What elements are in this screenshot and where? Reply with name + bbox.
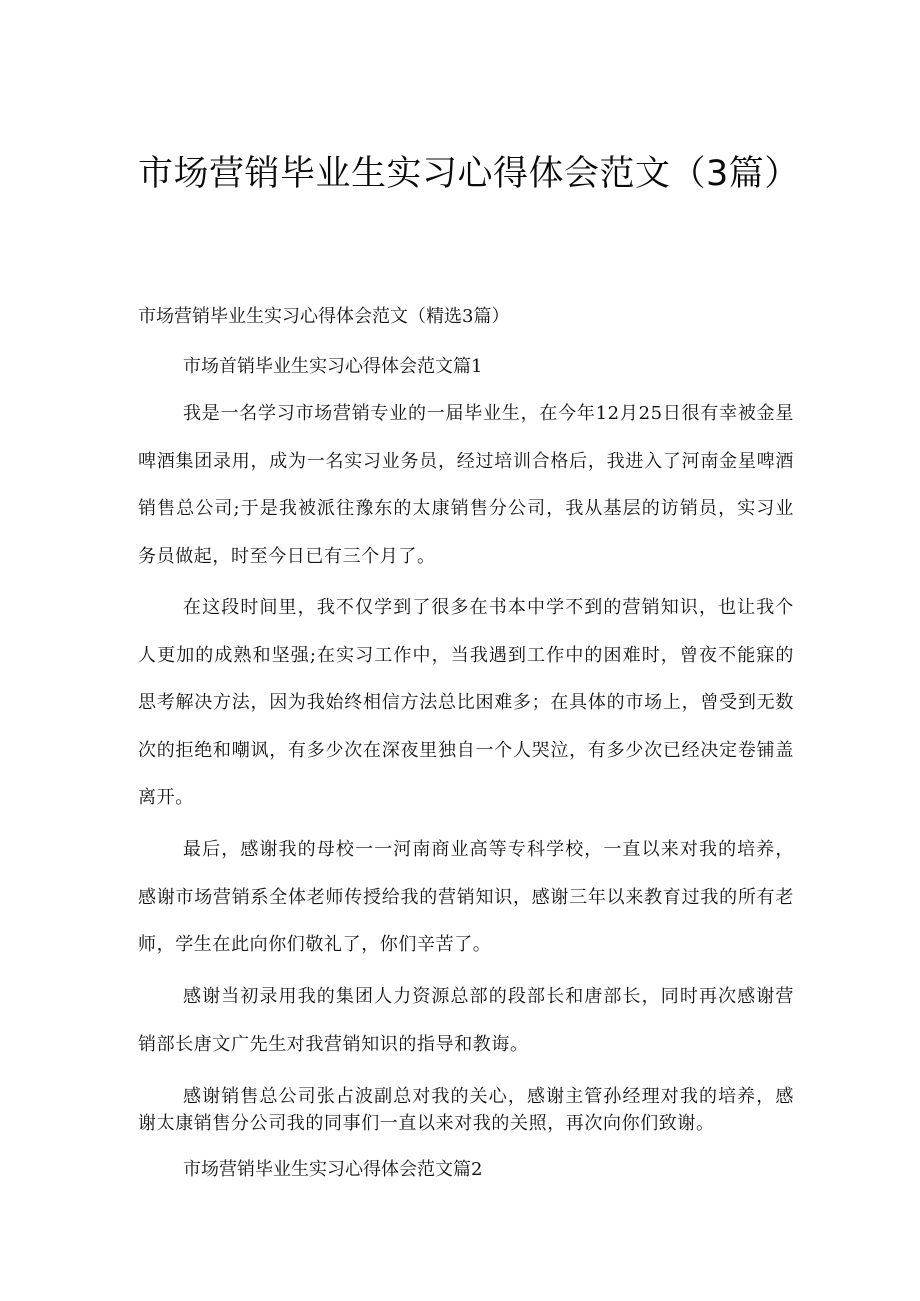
paragraph-3: 最后，感谢我的母校一一河南商业高等专科学校，一直以来对我的培养，感谢市场营销系全体老师传授给我的营销知识，感谢三年以来教育过我的所有老师，学生在此向你们敬礼了，你们辛苦了。 bbox=[138, 839, 794, 955]
section-heading-1: 市场首销毕业生实习心得体会范文篇1 bbox=[183, 356, 483, 377]
paragraph-4: 感谢当初录用我的集团人力资源总部的段部长和唐部长，同时再次感谢营销部长唐文广先生对我营销知识的指导和教诲。 bbox=[138, 986, 794, 1055]
paragraph-5: 感谢销售总公司张占波副总对我的关心，感谢主管孙经理对我的培养，感谢太康销售分公司我的同事们一直以来对我的关照，再次向你们致谢。 bbox=[138, 1086, 794, 1134]
section-heading-2: 市场营销毕业生实习心得体会范文篇2 bbox=[183, 1159, 483, 1180]
document-title: 市场营销毕业生实习心得体会范文（3篇） bbox=[138, 154, 800, 194]
paragraph-2: 在这段时间里，我不仅学到了很多在书本中学不到的营销知识，也让我个人更加的成熟和坚强;在实习工作中，当我遇到工作中的困难时，曾夜不能寐的思考解决方法，因为我始终相信方法总比困难多；在具体的市场上，曾受到无数次的拒绝和嘲讽，有多少次在深夜里独自一个人哭泣，有多少次已经决定卷铺盖离开。 bbox=[138, 597, 794, 808]
paragraph-1: 我是一名学习市场营销专业的一届毕业生，在今年12月25日很有幸被金星啤酒集团录用，成为一名实习业务员，经过培训合格后，我进入了河南金星啤酒销售总公司;于是我被派往豫东的太康销售分公司，我从基层的访销员，实习业务员做起，时至今日已有三个月了。 bbox=[138, 403, 794, 567]
document-subtitle: 市场营销毕业生实习心得体会范文（精选3篇） bbox=[138, 306, 510, 327]
